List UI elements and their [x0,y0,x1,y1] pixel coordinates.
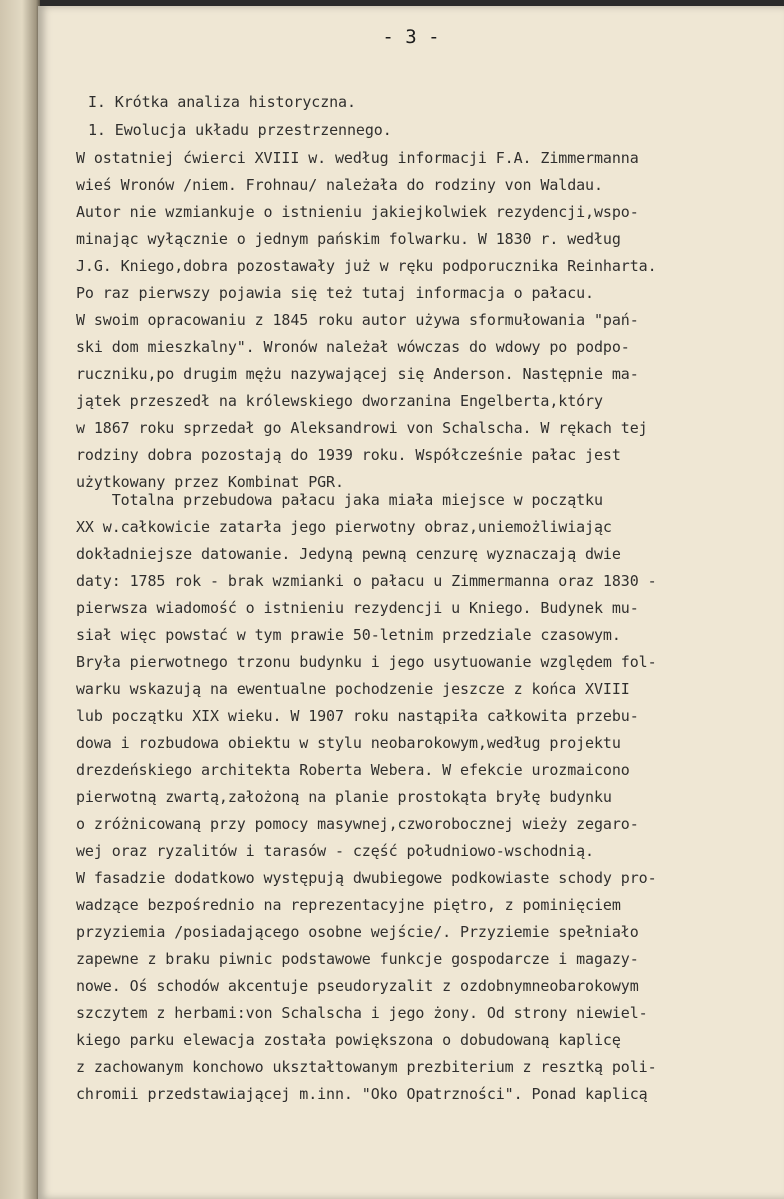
heading-subsection-1: 1. Ewolucja układu przestrzennego. [88,121,392,139]
text-line: lub początku XIX wieku. W 1907 roku nastąpiła całkowita przebu- [76,707,639,725]
text-line: chromii przedstawiającej m.inn. "Oko Opatrzności". Ponad kaplicą [76,1085,648,1103]
text-line: kiego parku elewacja została powiększona o dobudowaną kaplicę [76,1031,621,1049]
text-line: ruczniku,po drugim mężu nazywającej się Anderson. Następnie ma- [76,365,639,383]
text-line: o zróżnicowaną przy pomocy masywnej,czworobocznej wieży zegaro- [76,815,639,833]
text-line: XX w.całkowicie zatarła jego pierwotny obraz,uniemożliwiając [76,518,612,536]
text-line: w 1867 roku sprzedał go Aleksandrowi von Schalscha. W rękach tej [76,419,648,437]
book-spine-edge [0,0,40,1199]
text-line: przyziemia /posiadającego osobne wejście/. Przyziemie spełniało [76,923,639,941]
text-line: wieś Wronów /niem. Frohnau/ należała do rodziny von Waldau. [76,176,603,194]
text-line: Bryła pierwotnego trzonu budynku i jego usytuowanie względem fol- [76,653,657,671]
text-line: drezdeńskiego architekta Roberta Webera. W efekcie urozmaicono [76,761,630,779]
text-line: warku wskazują na ewentualne pochodzenie jeszcze z końca XVIII [76,680,630,698]
text-line: wej oraz ryzalitów i tarasów - część południowo-wschodnią. [76,842,594,860]
heading-section-1: I. Krótka analiza historyczna. [88,93,356,111]
text-line: minając wyłącznie o jednym pańskim folwarku. W 1830 r. według [76,230,621,248]
text-line: pierwotną zwartą,założoną na planie prostokąta bryłę budynku [76,788,612,806]
text-line: pierwsza wiadomość o istnieniu rezydencji u Kniego. Budynek mu- [76,599,639,617]
document-page [38,6,784,1199]
text-line: Autor nie wzmiankuje o istnieniu jakiejkolwiek rezydencji,wspo- [76,203,639,221]
text-line: użytkowany przez Kombinat PGR. [76,473,344,491]
text-line: nowe. Oś schodów akcentuje pseudoryzalit z ozdobnymneobarokowym [76,977,639,995]
text-line: zapewne z braku piwnic podstawowe funkcje gospodarcze i magazy- [76,950,639,968]
text-line: ski dom mieszkalny". Wronów należał wówczas do wdowy po podpo- [76,338,630,356]
text-line: Totalna przebudowa pałacu jaka miała miejsce w początku [76,491,603,509]
text-line: Po raz pierwszy pojawia się też tutaj informacja o pałacu. [76,284,594,302]
text-line: dokładniejsze datowanie. Jedyną pewną cenzurę wyznaczają dwie [76,545,621,563]
text-line: W fasadzie dodatkowo występują dwubiegowe podkowiaste schody pro- [76,869,657,887]
page-number: - 3 - [382,26,440,48]
text-line: dowa i rozbudowa obiektu w stylu neobarokowym,według projektu [76,734,621,752]
text-line: z zachowanym konchowo ukształtowanym prezbiterium z resztką poli- [76,1058,657,1076]
text-line: siał więc powstać w tym prawie 50-letnim przedziale czasowym. [76,626,621,644]
text-line: jątek przeszedł na królewskiego dworzanina Engelberta,który [76,392,603,410]
text-line: wadzące bezpośrednio na reprezentacyjne piętro, z pominięciem [76,896,621,914]
text-line: W swoim opracowaniu z 1845 roku autor używa sformułowania "pań- [76,311,639,329]
text-line: rodziny dobra pozostają do 1939 roku. Współcześnie pałac jest [76,446,621,464]
text-line: daty: 1785 rok - brak wzmianki o pałacu u Zimmermanna oraz 1830 - [76,572,657,590]
text-line: szczytem z herbami:von Schalscha i jego żony. Od strony niewiel- [76,1004,648,1022]
text-line: W ostatniej ćwierci XVIII w. według informacji F.A. Zimmermanna [76,149,639,167]
text-line: J.G. Kniego,dobra pozostawały już w ręku podporucznika Reinharta. [76,257,657,275]
